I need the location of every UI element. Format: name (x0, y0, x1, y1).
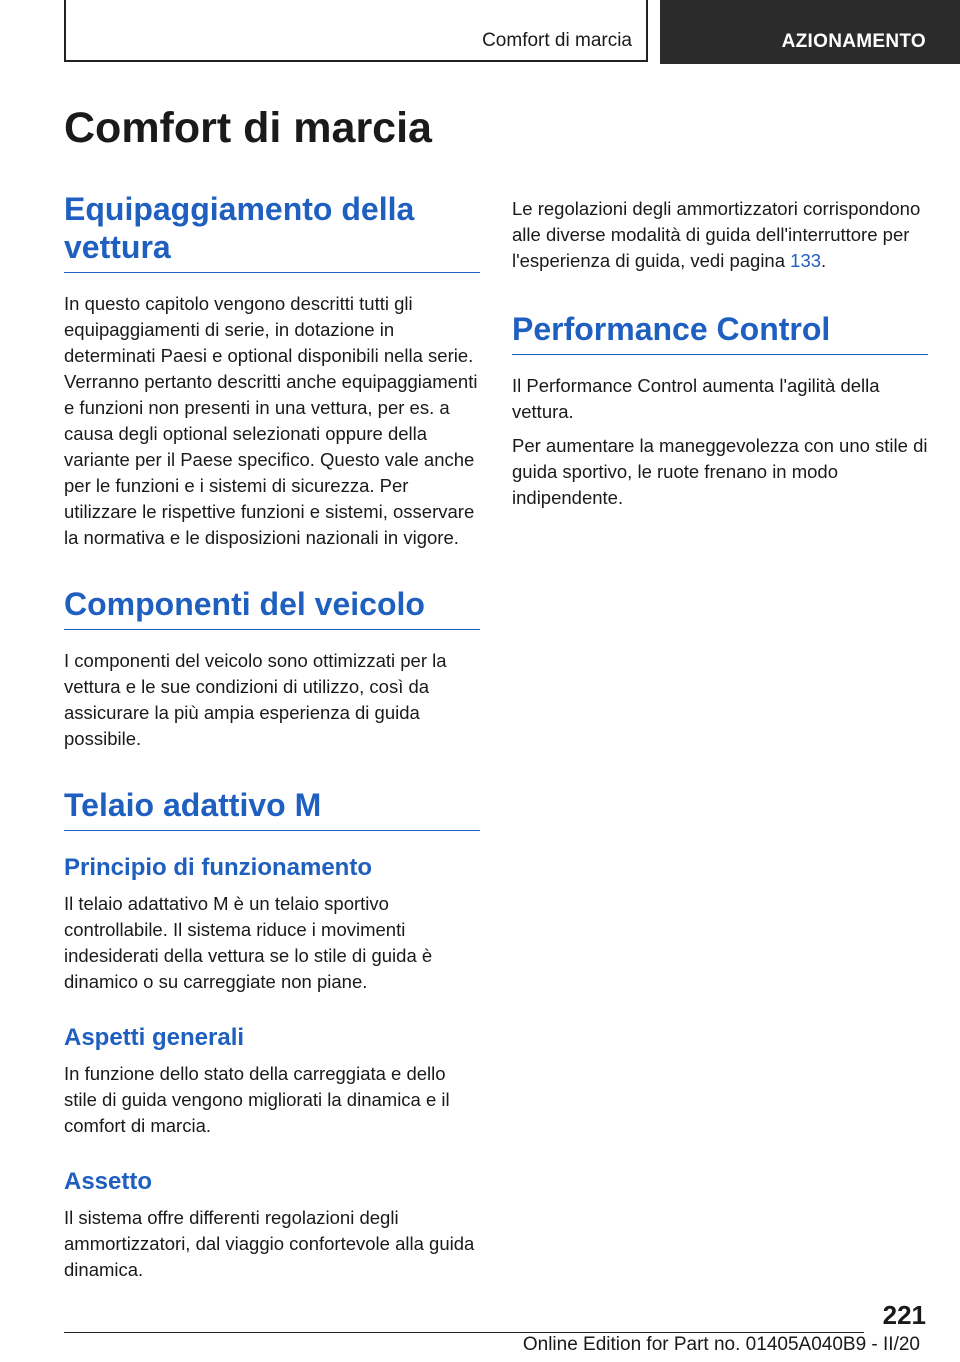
section-tab (660, 0, 960, 64)
text-aspetti: In funzione dello stato della carreggiata e dello stile di guida vengono migliorati la dinamica e il comfort di marcia. (64, 1063, 450, 1136)
text-componenti: I componenti del veicolo sono ottimizzati per la vettura e le sue condizioni di utilizzo, così da assicurare la più ampia esperienza di guida possibile. (64, 650, 447, 749)
page-number: 221 (882, 1300, 926, 1330)
heading-telaio: Telaio adattivo M (64, 786, 480, 831)
heading-assetto: Assetto (64, 1168, 153, 1195)
footer-divider (64, 1332, 864, 1333)
text-assetto: Il sistema offre differenti regolazioni degli ammortizzatori, dal viaggio confortevole alla guida dinamica. (64, 1207, 475, 1280)
heading-aspetti: Aspetti generali (64, 1024, 245, 1051)
heading-equipaggiamento: Equipaggiamento della vettura (64, 190, 480, 273)
page-ref-link[interactable]: 133 (790, 250, 822, 271)
text-performance-2: Per aumentare la maneggevolezza con uno stile di guida sportivo, le ruote frenano in modo indipendente. (512, 435, 928, 508)
text-assetto-cont (512, 196, 928, 274)
section-tab-label: AZIONAMENTO (781, 31, 926, 52)
text-assetto-cont-body: Le regolazioni degli ammortizzatori corrispondono alle diverse modalità di guida dell'interruttore per l'esperienza di guida, vedi pagina (512, 198, 921, 271)
text-equipaggiamento: In questo capitolo vengono descritti tutti gli equipaggiamenti di serie, in dotazione in determinati Paesi e optional disponibili nella serie. Verranno pertanto descritti anche equipaggiamenti e funzioni non presenti in una vettura, per es. a causa degli optional selezionati oppure della variante per il Paese specifico. Questo vale anche per le funzioni e i sistemi di sicurezza. Per utilizzare le rispettive funzioni e sistemi, osservare la normativa e le disposizioni nazionali in vigore. (64, 293, 478, 548)
text-principio: Il telaio adattativo M è un telaio sportivo controllabile. Il sistema riduce i movimenti indesiderati della vettura se lo stile di guida è dinamico o su carreggiate non piane. (64, 893, 433, 992)
chapter-tab-label: Comfort di marcia (482, 30, 632, 51)
right-column (512, 196, 928, 511)
heading-principio: Principio di funzionamento (64, 854, 372, 881)
chapter-tab (64, 0, 648, 62)
page-title: Comfort di marcia (64, 104, 432, 152)
edition-text: Online Edition for Part no. 01405A040B9 - II/20 (522, 1334, 920, 1355)
heading-componenti: Componenti del veicolo (64, 585, 480, 630)
heading-performance: Performance Control (512, 310, 928, 355)
left-column (64, 190, 480, 1283)
page-ref-suffix: . (821, 250, 827, 271)
text-performance-1: Il Performance Control aumenta l'agilità della vettura. (512, 375, 880, 422)
